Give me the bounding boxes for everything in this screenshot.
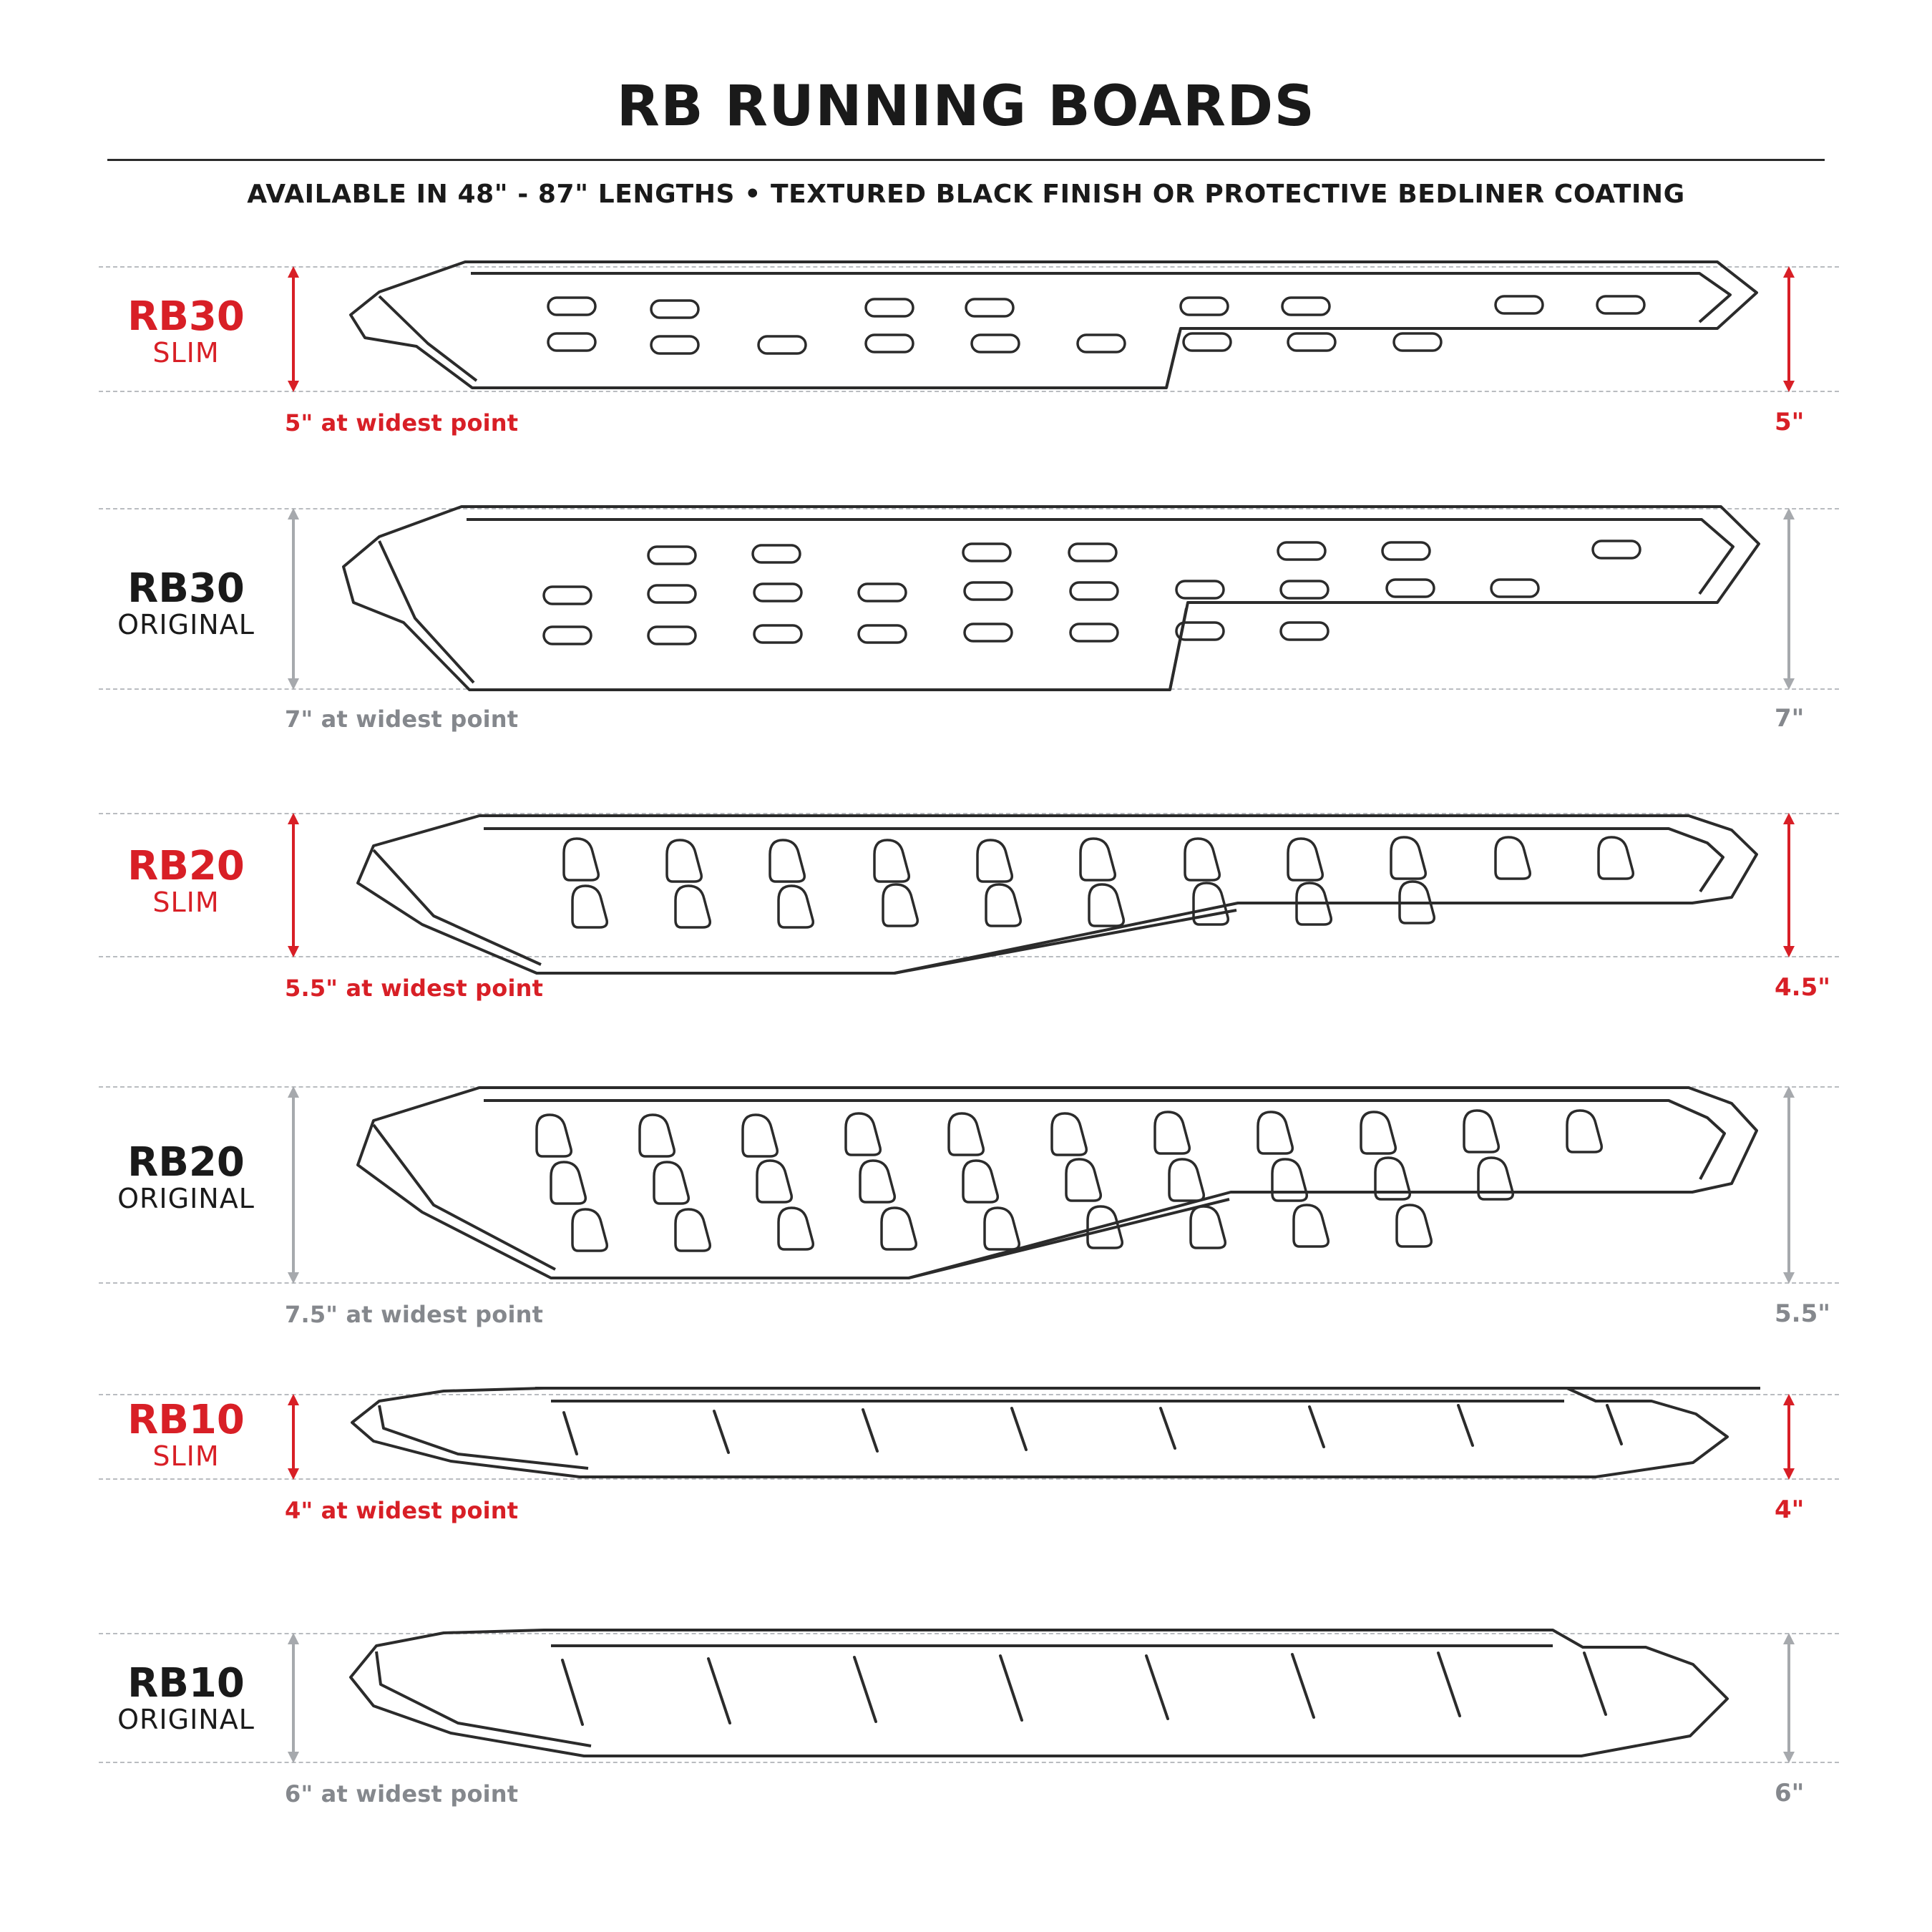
dimension-arrow-right (1775, 813, 1803, 957)
page-title: RB RUNNING BOARDS (616, 74, 1316, 139)
width-caption: 6" at widest point (285, 1780, 519, 1807)
width-caption: 7.5" at widest point (285, 1301, 544, 1328)
dimension-arrow-right (1775, 1394, 1803, 1480)
dimension-arrow-right (1775, 1633, 1803, 1763)
dimension-arrow-left (279, 1394, 308, 1480)
dimension-arrow-left (279, 1086, 308, 1284)
row-label-rb10-original (86, 1660, 286, 1736)
row-label-rb30-slim (86, 293, 286, 369)
height-caption: 6" (1775, 1779, 1805, 1807)
board-illustration-rb30-original (329, 495, 1767, 710)
board-illustration-rb30-slim (336, 253, 1760, 411)
dimension-arrow-left (279, 813, 308, 957)
width-caption: 4" at widest point (285, 1497, 519, 1524)
height-caption: 4" (1775, 1496, 1805, 1524)
dimension-arrow-left (279, 266, 308, 392)
dimension-arrow-right (1775, 508, 1803, 690)
height-caption: 7" (1775, 704, 1805, 733)
model-variant: ORIGINAL (117, 609, 255, 641)
header-subtitle: AVAILABLE IN 48" - 87" LENGTHS • TEXTURED BLACK FINISH OR PROTECTIVE BEDLINER COATING (247, 180, 1685, 209)
dimension-arrow-left (279, 508, 308, 690)
height-caption: 5.5" (1775, 1299, 1830, 1328)
dimension-arrow-right (1775, 266, 1803, 392)
height-caption: 4.5" (1775, 973, 1830, 1002)
board-row-rb10-slim (0, 1370, 1932, 1613)
height-caption: 5" (1775, 408, 1805, 436)
row-label-rb30-original (86, 565, 286, 641)
width-caption: 5" at widest point (285, 409, 519, 436)
header-divider (107, 159, 1825, 161)
row-label-rb10-slim (86, 1397, 286, 1473)
model-name: RB10 (127, 1660, 245, 1707)
model-name: RB20 (127, 1139, 245, 1186)
board-row-rb30-original (0, 489, 1932, 769)
model-variant: SLIM (152, 887, 220, 919)
board-illustration-rb10-slim (336, 1375, 1760, 1504)
board-row-rb30-slim (0, 253, 1932, 489)
dimension-arrow-right (1775, 1086, 1803, 1284)
board-illustration-rb20-slim (336, 797, 1760, 1012)
row-label-rb20-original (86, 1139, 286, 1215)
board-illustration-rb20-original (336, 1069, 1760, 1312)
row-label-rb20-slim (86, 843, 286, 919)
board-illustration-rb10-original (336, 1616, 1760, 1787)
model-variant: SLIM (152, 1440, 220, 1473)
model-name: RB20 (127, 843, 245, 889)
width-caption: 7" at widest point (285, 706, 519, 733)
header (0, 0, 1932, 209)
model-name: RB30 (127, 565, 245, 612)
board-row-rb20-original (0, 1055, 1932, 1370)
board-row-rb20-slim (0, 769, 1932, 1055)
board-row-rb10-original (0, 1613, 1932, 1870)
width-caption: 5.5" at widest point (285, 975, 544, 1002)
board-rows (0, 253, 1932, 1870)
model-name: RB10 (127, 1397, 245, 1443)
model-variant: SLIM (152, 337, 220, 369)
model-variant: ORIGINAL (117, 1183, 255, 1215)
model-variant: ORIGINAL (117, 1704, 255, 1736)
model-name: RB30 (127, 293, 245, 340)
dimension-arrow-left (279, 1633, 308, 1763)
